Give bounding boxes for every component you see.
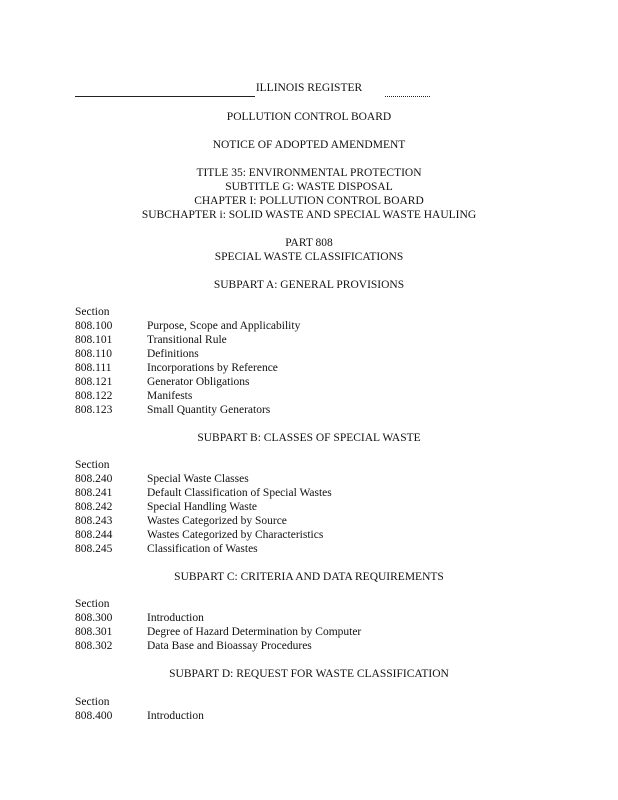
section-number: 808.100 [75, 320, 113, 332]
section-title: Special Waste Classes [147, 473, 249, 485]
part-number: PART 808 [285, 237, 333, 249]
section-label: Section [75, 459, 110, 471]
subpart-heading: SUBPART A: GENERAL PROVISIONS [213, 279, 405, 291]
section-title: Wastes Categorized by Characteristics [147, 529, 324, 541]
section-number: 808.111 [75, 362, 112, 374]
section-title: Default Classification of Special Wastes [147, 487, 332, 499]
section-number: 808.101 [75, 334, 113, 346]
table-of-contents-row [75, 501, 257, 513]
section-number: 808.240 [75, 473, 113, 485]
table-of-contents-row [75, 362, 278, 374]
section-label: Section [75, 306, 110, 318]
table-of-contents-row [75, 612, 204, 624]
table-of-contents-row [75, 529, 323, 541]
subpart-heading: SUBPART D: REQUEST FOR WASTE CLASSIFICATION [169, 668, 449, 680]
table-of-contents-row [75, 376, 250, 388]
section-title: Purpose, Scope and Applicability [147, 320, 301, 332]
section-title: Degree of Hazard Determination by Computer [147, 626, 362, 638]
notice-title: NOTICE OF ADOPTED AMENDMENT [212, 139, 406, 151]
section-title: Generator Obligations [147, 376, 250, 388]
section-title: Special Handling Waste [147, 501, 258, 513]
section-title: Classification of Wastes [147, 543, 258, 555]
subpart-heading: SUBPART B: CLASSES OF SPECIAL WASTE [197, 432, 421, 444]
section-title: Introduction [147, 710, 204, 722]
section-title: Introduction [147, 612, 204, 624]
header-rule-left [75, 96, 255, 97]
table-of-contents-row [75, 487, 332, 499]
subtitle-line: SUBTITLE G: WASTE DISPOSAL [225, 181, 393, 193]
section-title: Wastes Categorized by Source [147, 515, 287, 527]
section-number: 808.242 [75, 501, 113, 513]
table-of-contents-row [75, 543, 258, 555]
section-title: Incorporations by Reference [147, 362, 278, 374]
section-number: 808.245 [75, 543, 113, 555]
section-number: 808.300 [75, 612, 113, 624]
title-line: TITLE 35: ENVIRONMENTAL PROTECTION [196, 167, 422, 179]
section-number: 808.110 [75, 348, 112, 360]
table-of-contents-row [75, 710, 204, 722]
part-name: SPECIAL WASTE CLASSIFICATIONS [214, 251, 404, 263]
section-number: 808.400 [75, 710, 113, 722]
section-title: Definitions [147, 348, 199, 360]
table-of-contents-row [75, 390, 192, 402]
table-of-contents-row [75, 404, 270, 416]
section-number: 808.122 [75, 390, 113, 402]
table-of-contents-row [75, 320, 300, 332]
section-title: Transitional Rule [147, 334, 227, 346]
section-label: Section [75, 696, 110, 708]
table-of-contents-row [75, 640, 312, 652]
table-of-contents-row [75, 626, 361, 638]
section-title: Small Quantity Generators [147, 404, 271, 416]
chapter-line: CHAPTER I: POLLUTION CONTROL BOARD [194, 195, 424, 207]
section-number: 808.123 [75, 404, 113, 416]
section-number: 808.244 [75, 529, 113, 541]
table-of-contents-row [75, 348, 199, 360]
section-label: Section [75, 598, 110, 610]
table-of-contents-row [75, 473, 249, 485]
subchapter-line: SUBCHAPTER i: SOLID WASTE AND SPECIAL WASTE HAULING [141, 209, 477, 221]
register-title: ILLINOIS REGISTER [255, 82, 363, 94]
section-number: 808.243 [75, 515, 113, 527]
board-name: POLLUTION CONTROL BOARD [226, 111, 392, 123]
section-title: Manifests [147, 390, 193, 402]
table-of-contents-row [75, 334, 227, 346]
header-rule-right [385, 96, 430, 97]
section-number: 808.302 [75, 640, 113, 652]
section-number: 808.121 [75, 376, 113, 388]
section-number: 808.301 [75, 626, 113, 638]
section-title: Data Base and Bioassay Procedures [147, 640, 312, 652]
section-number: 808.241 [75, 487, 113, 499]
subpart-heading: SUBPART C: CRITERIA AND DATA REQUIREMENTS [174, 571, 444, 583]
table-of-contents-row [75, 515, 287, 527]
